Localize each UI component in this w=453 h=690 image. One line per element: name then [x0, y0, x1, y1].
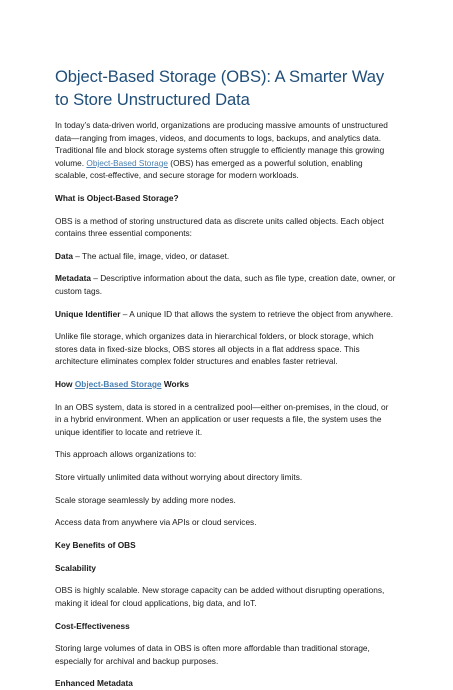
allows-intro: This approach allows organizations to: [55, 449, 197, 460]
comparison-paragraph: Unlike file storage, which organizes data in hierarchical folders, or block storage, which stores data in fixed-size blocks, OBS stores all objects in a flat address space. This architecture eliminates complex folder structures and enables faster retrieval. [55, 331, 374, 367]
component-desc: – A unique ID that allows the system to retrieve the object from anywhere. [120, 308, 394, 319]
component-term: Metadata [55, 273, 91, 284]
allows-point: Store virtually unlimited data without worrying about directory limits. [55, 471, 303, 482]
intro-text-before: In today’s data-driven world, organizations are producing massive amounts of unstructured data—ranging from images, videos, and documents to logs, backups, and analytics data. Traditional file and block storage systems often struggle to efficiently manage this growing volume. [55, 120, 388, 168]
how-heading [55, 378, 397, 391]
component-desc: – The actual file, image, video, or dataset. [72, 250, 230, 261]
how-body: In an OBS system, data is stored in a centralized pool—either on-premises, in the cloud, or in a hybrid environment. When an application or user requests a file, the system uses the unique identifier to locate and retrieve it. [55, 401, 389, 437]
component-metadata [55, 272, 397, 297]
benefits-heading: Key Benefits of OBS [55, 540, 136, 551]
what-heading: What is Object-Based Storage? [55, 192, 179, 203]
component-unique-identifier [55, 308, 397, 321]
how-heading-before: How [55, 378, 75, 389]
metadata-heading: Enhanced Metadata [55, 678, 133, 689]
how-heading-after: Works [161, 378, 190, 389]
cost-heading: Cost-Effectiveness [55, 620, 130, 631]
component-data [55, 250, 397, 263]
what-body: OBS is a method of storing unstructured data as discrete units called objects. Each object contains three essential components: [55, 215, 384, 239]
scalability-heading: Scalability [55, 562, 97, 573]
allows-point: Scale storage seamlessly by adding more nodes. [55, 494, 236, 505]
component-term: Data [55, 250, 73, 261]
intro-paragraph [55, 119, 397, 182]
obs-heading-link[interactable]: Object-Based Storage [74, 378, 162, 389]
scalability-body: OBS is highly scalable. New storage capacity can be added without disrupting operations, making it ideal for cloud applications, big data, and IoT. [55, 585, 385, 608]
obs-link[interactable]: Object-Based Storage [86, 157, 168, 168]
cost-body: Storing large volumes of data in OBS is often more affordable than traditional storage, especially for archival and backup purposes. [55, 643, 370, 666]
component-desc: – Descriptive information about the data, such as file type, creation date, owner, or custom tags. [55, 273, 396, 296]
allows-point: Access data from anywhere via APIs or cloud services. [55, 517, 257, 528]
component-term: Unique Identifier [55, 308, 121, 319]
page-title: Object-Based Storage (OBS): A Smarter Way to Store Unstructured Data [55, 67, 385, 109]
intro-text-after: (OBS) has emerged as a powerful solution, enabling scalable, cost-effective, and secure storage for modern workloads. [55, 157, 363, 181]
